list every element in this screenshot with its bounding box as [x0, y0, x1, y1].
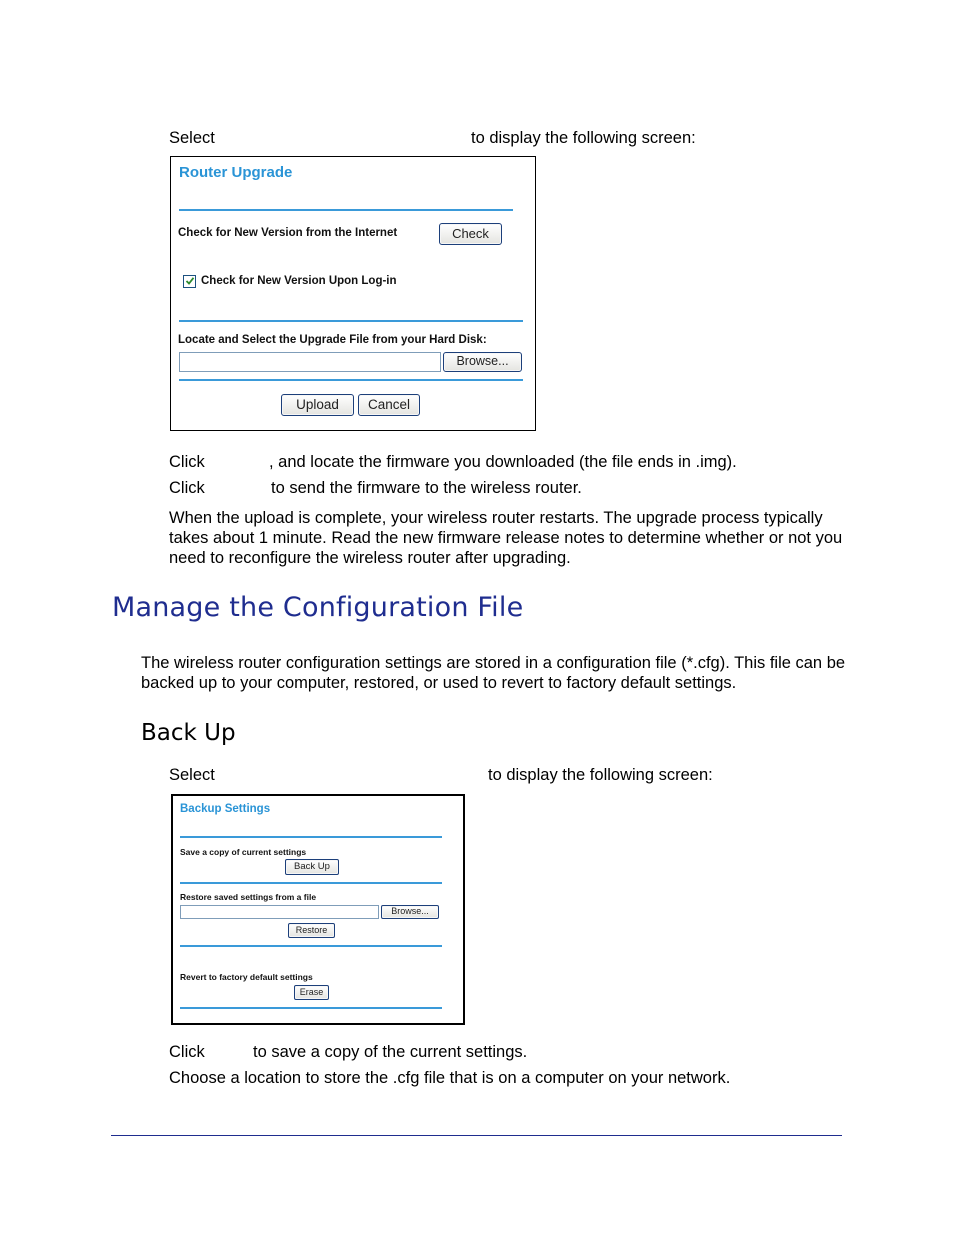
click-browse-word: Click: [169, 453, 205, 471]
restore-label: Restore saved settings from a file: [180, 892, 317, 902]
save-copy-label: Save a copy of current settings: [180, 847, 307, 857]
router-upgrade-title: Router Upgrade: [179, 164, 293, 181]
select-instruction-word-2: Select: [169, 766, 215, 784]
erase-button[interactable]: Erase: [294, 985, 329, 1000]
select-instruction-rest: to display the following screen:: [471, 129, 696, 147]
backup-settings-panel: [171, 794, 465, 1025]
restore-button[interactable]: Restore: [288, 923, 335, 938]
divider: [180, 882, 442, 884]
click-browse-rest: , and locate the firmware you downloaded (the file ends in .img).: [269, 453, 737, 471]
router-upgrade-panel: [170, 156, 536, 431]
browse-button[interactable]: Browse...: [443, 352, 522, 372]
divider: [179, 209, 513, 211]
upgrade-note-paragraph: When the upload is complete, your wireless router restarts. The upgrade process typically takes about 1 minute. Read the new firmware release notes to determine whether or not you need to reconfigure the wireless router after upgrading.: [169, 509, 843, 567]
select-instruction-word: Select: [169, 129, 215, 147]
divider: [180, 1007, 442, 1009]
config-intro-paragraph: The wireless router configuration settings are stored in a configuration file (*.cfg). This file can be backed up to your computer, restored, or used to revert to factory default settings.: [141, 654, 846, 692]
footer-divider: [111, 1135, 842, 1136]
click-backup-rest: to save a copy of the current settings.: [253, 1043, 528, 1061]
upgrade-file-input[interactable]: [179, 352, 441, 372]
browse-button-backup[interactable]: Browse...: [381, 905, 439, 919]
divider: [179, 379, 523, 381]
select-instruction-rest-2: to display the following screen:: [488, 766, 713, 784]
locate-file-label: Locate and Select the Upgrade File from your Hard Disk:: [178, 334, 487, 346]
subsection-heading-backup: Back Up: [141, 720, 236, 746]
choose-location-text: Choose a location to store the .cfg file that is on a computer on your network.: [169, 1069, 731, 1087]
cancel-button[interactable]: Cancel: [358, 394, 420, 416]
section-heading-configuration: Manage the Configuration File: [112, 592, 524, 623]
check-new-version-label: Check for New Version from the Internet: [178, 227, 398, 239]
restore-file-input[interactable]: [180, 905, 379, 919]
divider: [180, 945, 442, 947]
checkmark-icon: [185, 276, 195, 286]
upload-button[interactable]: Upload: [281, 394, 354, 416]
click-upload-rest: to send the firmware to the wireless router.: [271, 479, 582, 497]
check-on-login-checkbox[interactable]: [183, 275, 196, 288]
check-button[interactable]: Check: [439, 223, 502, 245]
click-upload-word: Click: [169, 479, 205, 497]
divider: [180, 836, 442, 838]
backup-settings-title: Backup Settings: [180, 803, 271, 815]
back-up-button[interactable]: Back Up: [285, 859, 339, 875]
divider: [179, 320, 523, 322]
check-on-login-label: Check for New Version Upon Log-in: [201, 275, 397, 287]
revert-label: Revert to factory default settings: [180, 972, 313, 982]
click-backup-word: Click: [169, 1043, 205, 1061]
